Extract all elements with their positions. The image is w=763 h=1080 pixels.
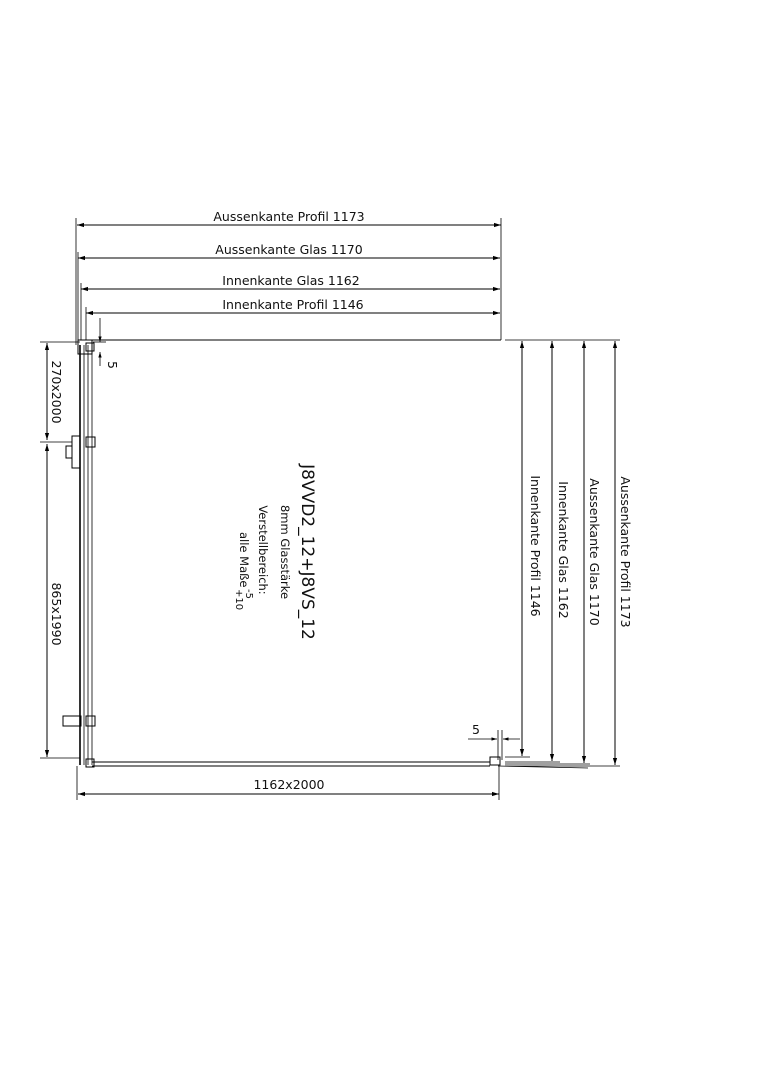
label-left-upper: 270x2000 [49,360,64,424]
label-left-lower: 865x1990 [49,582,64,646]
label-gap-bottom: 5 [472,722,480,737]
gap-top-dimension [93,318,106,366]
glass-panel [80,340,588,768]
top-hinge-inner [86,343,94,351]
tolerance-plus: +10 [233,589,244,611]
lower-hinge-inner [86,716,95,726]
handle [72,436,80,468]
label-bottom: 1162x2000 [253,777,325,792]
label-aussenkante-profil-top: Aussenkante Profil 1173 [213,209,365,224]
glass-thickness-note: 8mm Glasstärke [278,504,292,600]
adjust-range-label: Verstellbereich: [256,505,270,595]
model-designation: J8VVD2_12+J8VS_12 [297,464,317,640]
lower-hinge [63,716,81,726]
handle-grip [66,446,72,458]
label-innenkante-glas-top: Innenkante Glas 1162 [222,273,360,288]
tolerance-minus: -5 [243,589,254,599]
label-innenkante-profil-top: Innenkante Profil 1146 [222,297,364,312]
middle-hinge [86,437,95,447]
label-aussenkante-glas-right: Aussenkante Glas 1170 [587,478,602,626]
label-gap-top: 5 [105,361,120,369]
label-innenkante-profil-right: Innenkante Profil 1146 [528,475,543,617]
bottom-right-foot [490,757,500,765]
label-aussenkante-glas-top: Aussenkante Glas 1170 [215,242,363,257]
label-aussenkante-profil-right: Aussenkante Profil 1173 [618,476,633,628]
label-innenkante-glas-right: Innenkante Glas 1162 [556,481,571,619]
all-dimensions-label: alle Maße [237,532,251,588]
